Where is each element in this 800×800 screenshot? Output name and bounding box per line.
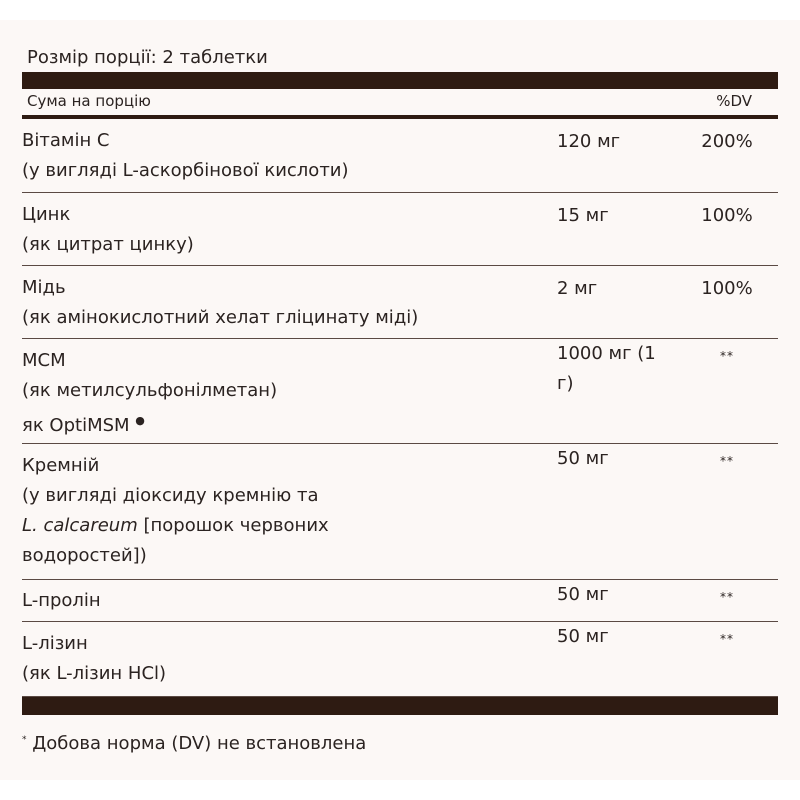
table-row: [22, 580, 778, 622]
nutrient-form: (як цитрат цинку): [22, 234, 194, 255]
nutrient-amount: 50 мг: [557, 584, 609, 605]
supplement-facts-panel: [0, 20, 800, 780]
nutrient-dv: **: [720, 632, 734, 646]
nutrient-name: [22, 629, 542, 689]
nutrient-name: [22, 346, 542, 441]
dv-header: %DV: [716, 92, 752, 110]
top-divider-bar: [22, 72, 778, 89]
nutrient-amount: 50 мг: [557, 626, 609, 647]
nutrient-form-end: водоростей]): [22, 545, 147, 566]
table-row: [22, 622, 778, 697]
nutrient-dv: **: [720, 454, 734, 468]
nutrient-name: [22, 126, 542, 186]
nutrient-name: [22, 586, 542, 616]
nutrient-form: (як метилсульфонілметан): [22, 380, 278, 401]
nutrient-title: L-пролін: [22, 590, 101, 611]
footnote: [22, 733, 778, 754]
nutrient-form-continued: [22, 511, 542, 541]
nutrient-dv: 100%: [701, 278, 753, 299]
nutrient-dv: **: [720, 349, 734, 363]
nutrient-brand: [22, 406, 542, 441]
nutrient-dv: 200%: [701, 131, 753, 152]
nutrient-amount: [557, 339, 677, 399]
form-text: [порошок червоних: [137, 515, 329, 536]
nutrient-name: [22, 451, 542, 571]
species-name: L. calcareum: [22, 515, 138, 536]
amount-per-serving-header: Сума на порцію: [27, 92, 151, 110]
brand-text: як OptiMSM: [22, 415, 130, 436]
table-row: [22, 193, 778, 266]
table-row: [22, 119, 778, 193]
nutrient-amount: 120 мг: [557, 131, 621, 152]
bottom-divider-bar: [22, 697, 778, 715]
nutrient-amount: 2 мг: [557, 278, 598, 299]
table-row: [22, 444, 778, 580]
nutrient-title: Мідь: [22, 277, 66, 298]
table-row: [22, 339, 778, 444]
trademark-dot: ●: [135, 414, 145, 427]
nutrient-form: (як L-лізин HCl): [22, 663, 167, 684]
nutrient-title: МСМ: [22, 350, 66, 371]
amount-line: 1000 мг (1: [557, 343, 656, 364]
nutrient-dv: **: [720, 590, 734, 604]
nutrient-title: Вітамін С: [22, 130, 110, 151]
amount-line: г): [557, 373, 574, 394]
supplement-facts-label: [22, 44, 778, 754]
nutrient-form: (як амінокислотний хелат гліцинату міді): [22, 307, 419, 328]
serving-size: Розмір порції: 2 таблетки: [27, 47, 268, 68]
nutrient-form: (у вигляді діоксиду кремнію та: [22, 485, 319, 506]
nutrient-amount: 15 мг: [557, 205, 609, 226]
nutrient-amount: 50 мг: [557, 448, 609, 469]
nutrient-title: Кремній: [22, 455, 100, 476]
table-header: [22, 89, 778, 115]
nutrient-title: L-лізин: [22, 633, 88, 654]
nutrient-name: [22, 273, 542, 333]
nutrient-dv: 100%: [701, 205, 753, 226]
footnote-text: Добова норма (DV) не встановлена: [32, 733, 367, 754]
footnote-mark: *: [22, 735, 27, 745]
nutrient-title: Цинк: [22, 204, 71, 225]
table-row: [22, 266, 778, 339]
nutrient-name: [22, 200, 542, 260]
nutrient-form: (у вигляді L-аскорбінової кислоти): [22, 160, 349, 181]
